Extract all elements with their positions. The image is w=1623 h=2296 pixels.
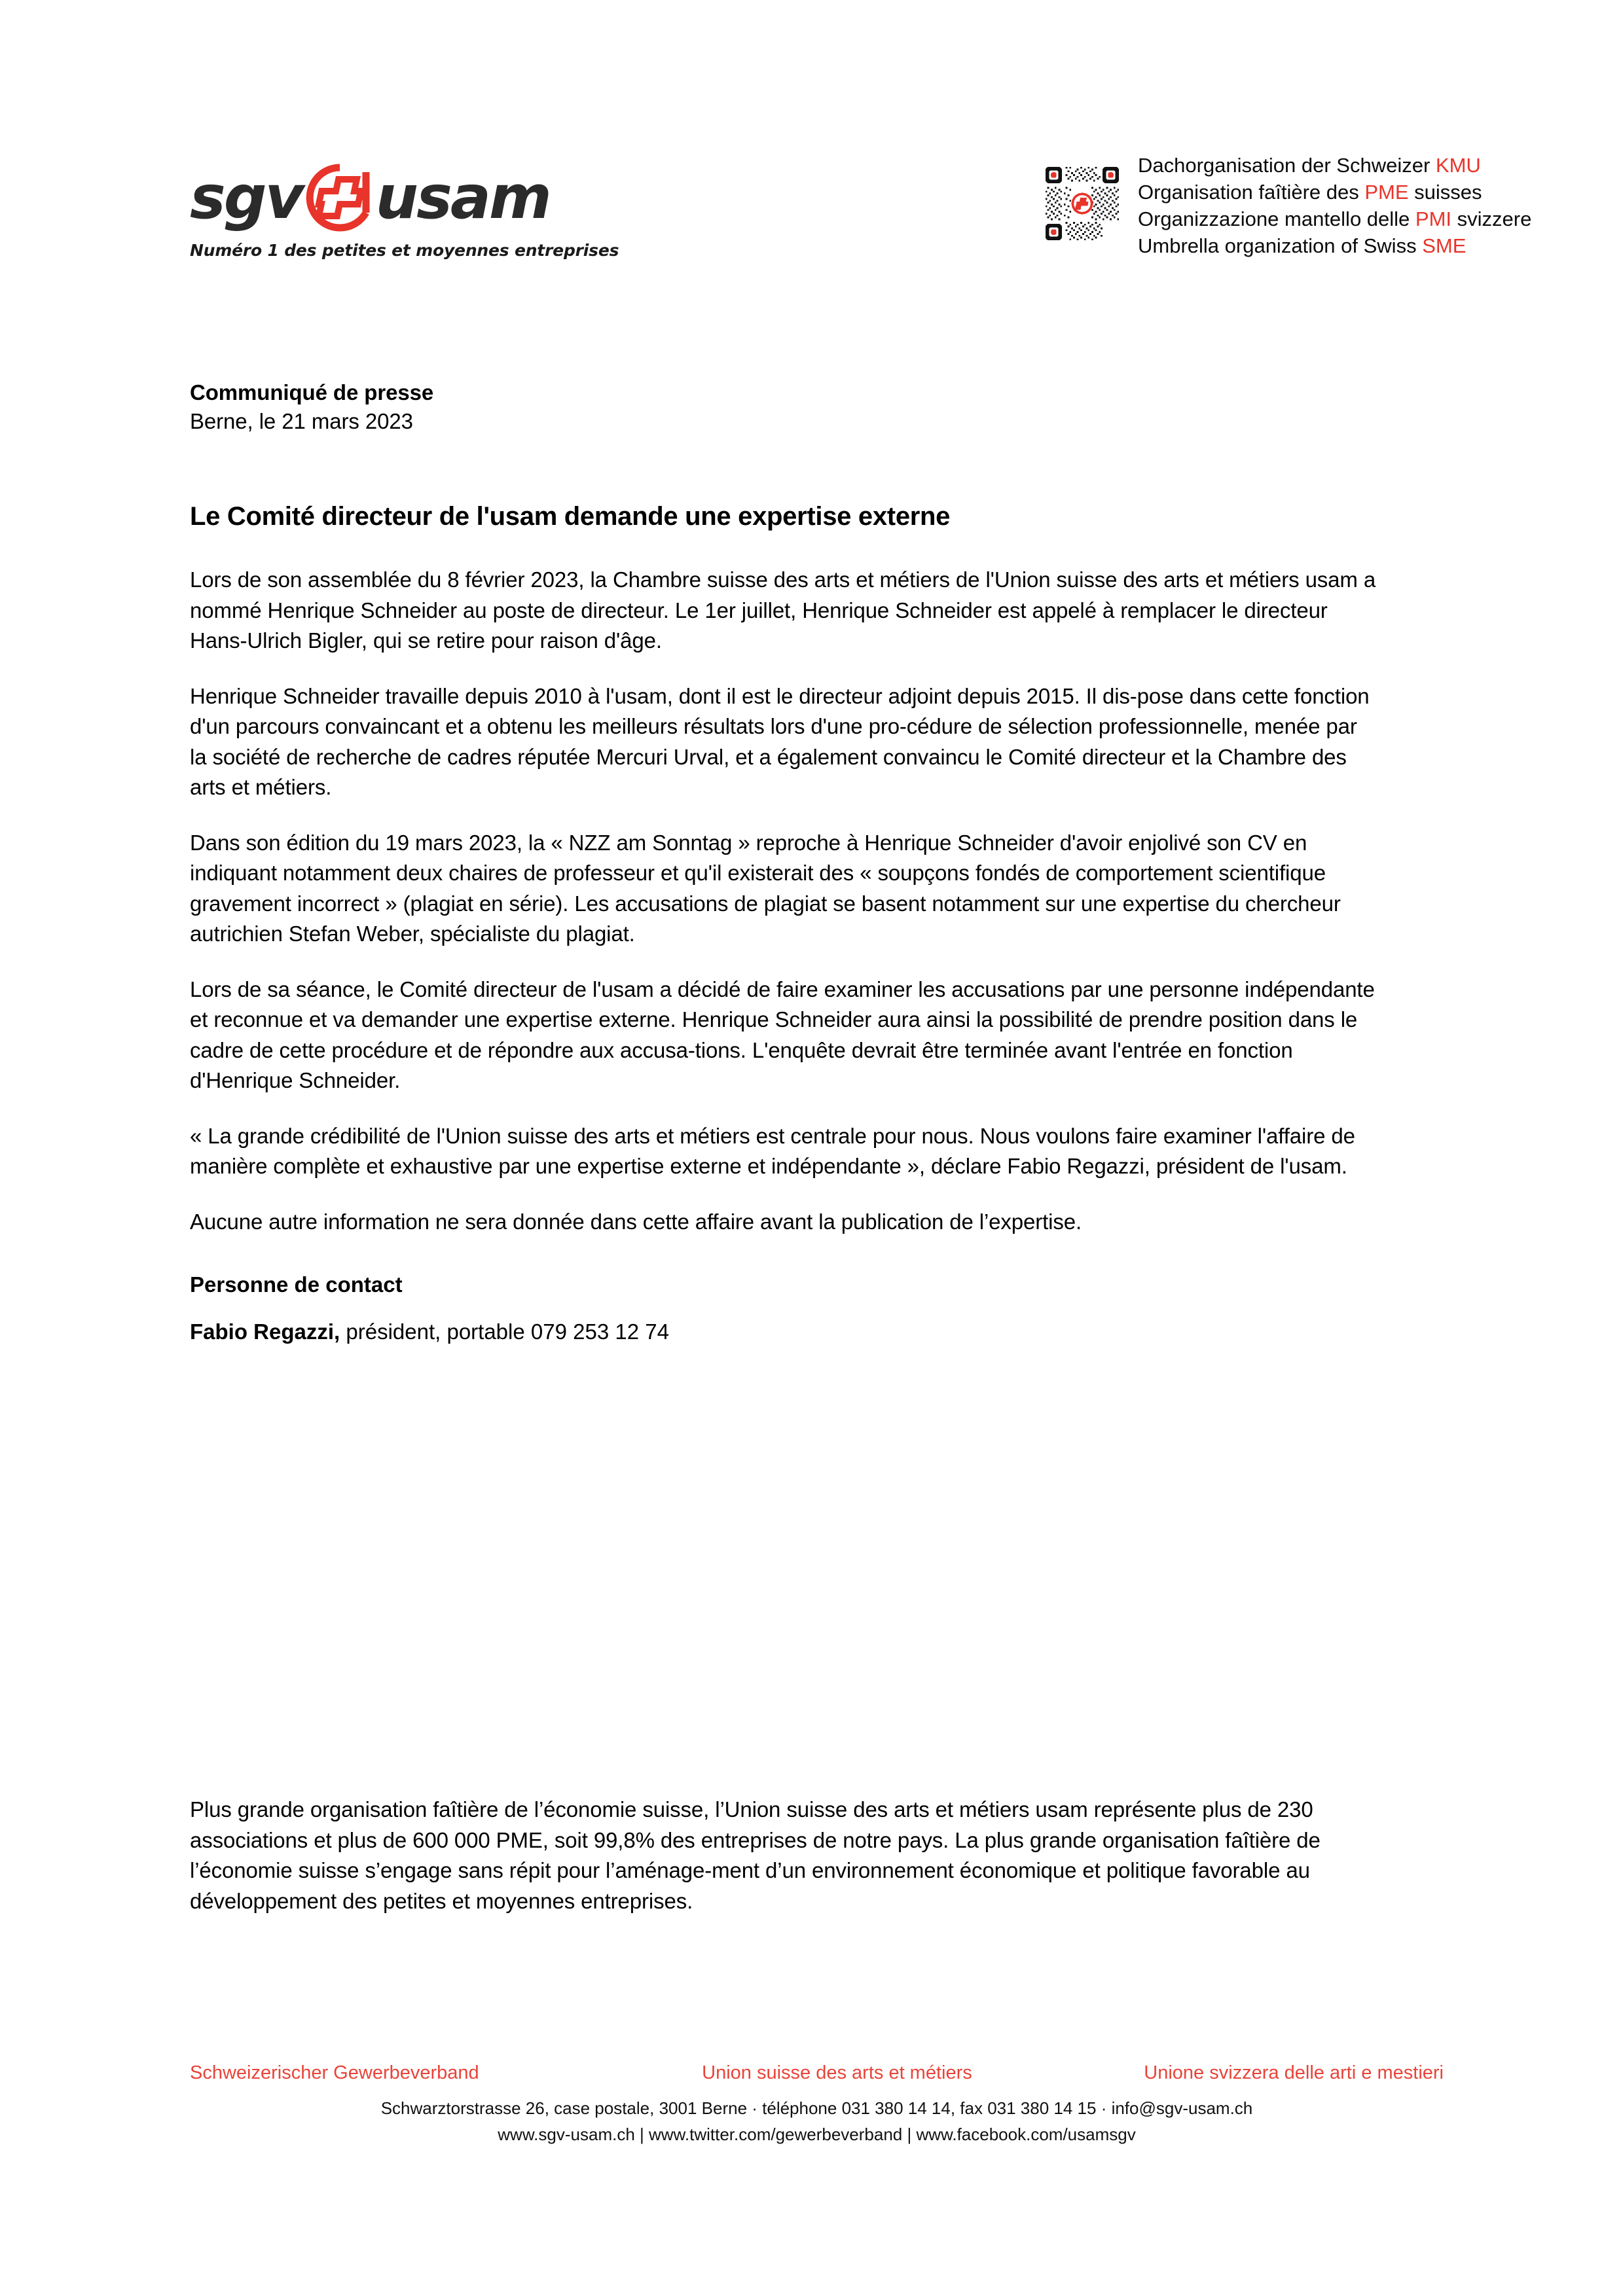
- logo-word-sgv: sgv: [190, 162, 302, 232]
- release-place-date: Berne, le 21 mars 2023: [190, 409, 413, 433]
- claim-block: [1044, 152, 1531, 259]
- swiss-cross-circle-icon: [305, 163, 374, 232]
- body-paragraph-4: Lors de sa séance, le Comité directeur de l'usam a décidé de faire examiner les accusations par une personne indépendante et reconnue et va demander une expertise externe. Henrique Schneider aura ainsi la possibilité de prendre position dans le cadre de cette procédure et de répondre aux accusa-tions. L'enquête devrait être terminée avant l'entrée en fonction d'Henrique Schneider.: [190, 977, 1375, 1092]
- document-body: [190, 378, 1376, 1347]
- contact-heading: Personne de contact: [190, 1272, 403, 1297]
- document-header: [190, 152, 1532, 289]
- body-paragraph-1: Lors de son assemblée du 8 février 2023, la Chambre suisse des arts et métiers de l'Union suisse des arts et métiers usam a nommé Henrique Schneider au poste de directeur. Le 1er juillet, Henrique Schneider est appelé à remplacer le directeur Hans-Ulrich Bigler, qui se retire pour raison d'âge.: [190, 567, 1376, 653]
- claim-line-de: [1138, 152, 1531, 179]
- footer-org-names: [190, 2060, 1444, 2085]
- body-paragraph-closing: Aucune autre information ne sera donnée dans cette affaire avant la publication de l’expertise.: [190, 1209, 1082, 1234]
- footer-org-fr: Union suisse des arts et métiers: [702, 2062, 972, 2083]
- footer-address: Schwarztorstrasse 26, case postale, 3001 Berne · téléphone 031 380 14 14, fax 031 380 14 15 · info@sgv-usam.ch: [380, 2098, 1253, 2118]
- document-footer: [190, 2060, 1444, 2147]
- claim-line-de-text: Dachorganisation der Schweizer: [1138, 154, 1436, 177]
- body-paragraph-quote: « La grande crédibilité de l'Union suisse des arts et métiers est centrale pour nous. Nous voulons faire examiner l'affaire de manière complète et exhaustive par une expertise externe et indépendante », déclare Fabio Regazzi, président de l'usam.: [190, 1123, 1355, 1178]
- footer-org-it: Unione svizzera delle arti e mestieri: [1144, 2062, 1444, 2083]
- body-paragraph-2: Henrique Schneider travaille depuis 2010 à l'usam, dont il est le directeur adjoint depuis 2015. Il dis-pose dans cette fonction d'un parcours convaincant et a obtenu les meilleurs résultats lors d'une pro-cédure de sélection professionnelle, menée par la société de recherche de cadres réputée Mercuri Urval, et a également convaincu le Comité directeur et la Chambre des arts et métiers.: [190, 683, 1370, 799]
- organization-boilerplate: Plus grande organisation faîtière de l’économie suisse, l’Union suisse des arts et métiers usam représente plus de 230 associations et plus de 600 000 PME, soit 99,8% des entreprises de notre pays. La plus grande organisation faîtière de l’économie suisse s’engage sans répit pour l’aménage-ment d’un environnement économique et politique favorable au développement des petites et moyennes entreprises.: [190, 1797, 1321, 1913]
- logo-tagline: Numéro 1 des petites et moyennes entreprises: [190, 241, 619, 260]
- claim-line-de-highlight: KMU: [1435, 154, 1481, 177]
- release-kind: Communiqué de presse: [190, 380, 434, 404]
- claim-line-fr-after: suisses: [1408, 181, 1482, 204]
- claim-line-en-text: Umbrella organization of Swiss: [1138, 234, 1423, 257]
- footer-org-de: Schweizerischer Gewerbeverband: [190, 2062, 479, 2083]
- claim-line-fr-text: Organisation faîtière des: [1138, 181, 1365, 204]
- claim-lines: [1138, 152, 1531, 259]
- contact-person-name: Fabio Regazzi,: [190, 1319, 340, 1344]
- usam-logo: [190, 158, 619, 260]
- claim-line-it-text: Organizzazione mantello delle: [1138, 207, 1415, 230]
- page-title: Le Comité directeur de l'usam demande une expertise externe: [190, 502, 951, 531]
- qr-code-icon: [1044, 165, 1121, 242]
- claim-line-en: [1138, 232, 1531, 259]
- logo-wordmark-row: [190, 158, 609, 237]
- body-paragraph-3: Dans son édition du 19 mars 2023, la « NZZ am Sonntag » reproche à Henrique Schneider d'avoir enjolivé son CV en indiquant notamment deux chaires de professeur et qu'il existerait des « soupçons fondés de comportement scientifique gravement incorrect » (plagiat en série). Les accusations de plagiat se basent notamment sur une expertise du chercheur autrichien Stefan Weber, spécialiste du plagiat.: [190, 830, 1341, 946]
- claim-line-it: [1138, 206, 1531, 232]
- claim-line-en-highlight: SME: [1422, 234, 1467, 257]
- contact-person-details: président, portable 079 253 12 74: [340, 1319, 669, 1344]
- claim-line-it-after: svizzere: [1451, 207, 1532, 230]
- contact-person: [190, 1317, 1376, 1347]
- claim-line-fr: [1138, 179, 1531, 206]
- footer-links: www.sgv-usam.ch | www.twitter.com/gewerbeverband | www.facebook.com/usamsgv: [498, 2125, 1136, 2144]
- claim-line-fr-highlight: PME: [1364, 181, 1409, 204]
- claim-line-it-highlight: PMI: [1415, 207, 1452, 230]
- logo-word-usam: usam: [375, 162, 550, 232]
